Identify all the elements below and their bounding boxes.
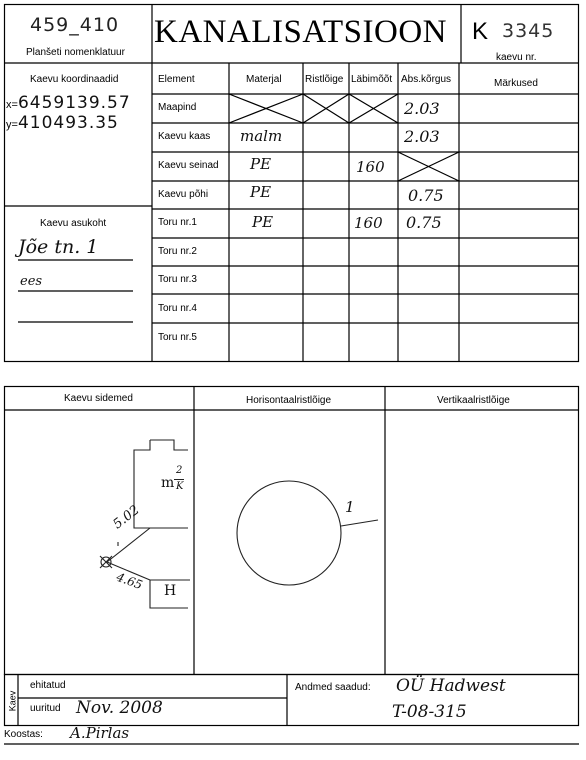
col-material: Materjal	[246, 74, 282, 85]
building-b-label: H	[164, 583, 177, 599]
location-line2: ees	[20, 274, 43, 289]
row-height: 0.75	[408, 186, 444, 205]
col-height: Abs.kõrgus	[401, 74, 452, 85]
surveyed-value: Nov. 2008	[76, 698, 163, 718]
row-height: 2.03	[404, 99, 440, 118]
sheet-number: 459_410	[30, 14, 120, 36]
well-prefix: K	[472, 18, 489, 45]
row-element: Toru nr.4	[158, 303, 197, 314]
data-value-1: OÜ Hadwest	[396, 676, 506, 696]
row-element: Toru nr.2	[158, 246, 197, 257]
section-ties: Kaevu sidemed	[64, 393, 133, 404]
row-diameter: 160	[356, 158, 385, 176]
built-label: ehitatud	[30, 680, 66, 691]
row-height: 2.03	[404, 127, 440, 146]
sheet-label: Planšeti nomenklatuur	[26, 47, 125, 58]
x-value: 6459139.57	[17, 93, 131, 113]
row-material: PE	[250, 155, 272, 173]
row-diameter: 160	[354, 214, 383, 232]
row-material: PE	[252, 213, 274, 231]
row-element: Maapind	[158, 102, 197, 113]
data-label: Andmed saadud:	[295, 682, 371, 693]
x-prefix: x=	[6, 99, 18, 111]
y-value: 410493.35	[17, 113, 119, 133]
compiled-label: Koostas:	[4, 729, 43, 740]
row-element: Kaevu seinad	[158, 160, 219, 171]
row-element: Toru nr.3	[158, 274, 197, 285]
kaev-label: Kaev	[7, 690, 18, 712]
surveyed-label: uuritud	[30, 703, 61, 714]
tie-distance-2: 4.65	[114, 569, 145, 593]
x-coordinate	[6, 93, 131, 113]
row-element: Kaevu kaas	[158, 131, 211, 142]
location-line1: Jõe tn. 1	[18, 236, 99, 258]
form-title: KANALISATSIOON	[154, 14, 447, 50]
row-material: malm	[240, 127, 283, 145]
coordinates-label: Kaevu koordinaadid	[30, 74, 119, 85]
building-a-frac-top: 2	[176, 465, 183, 476]
tie-distance-1: 5.02	[110, 502, 143, 533]
row-element: Toru nr.1	[158, 217, 197, 228]
row-element: Kaevu põhi	[158, 189, 209, 200]
well-label: kaevu nr.	[496, 52, 537, 63]
fraction-line	[174, 479, 184, 480]
col-cross: Ristlõige	[305, 74, 344, 85]
data-value-2: T-08-315	[392, 702, 467, 722]
section-vertical: Vertikaalristlõige	[437, 395, 510, 406]
col-notes: Märkused	[494, 78, 538, 89]
row-element: Toru nr.5	[158, 332, 197, 343]
compiled-value: A.Pirlas	[70, 724, 130, 742]
col-diameter: Läbimõõt	[351, 74, 393, 85]
col-element: Element	[158, 74, 195, 85]
building-a-frac-bottom: K	[176, 481, 184, 492]
location-label: Kaevu asukoht	[40, 218, 107, 229]
y-coordinate	[6, 113, 119, 133]
y-prefix: y=	[6, 119, 18, 131]
row-height: 0.75	[406, 213, 442, 232]
pipe-number: 1	[345, 498, 355, 516]
building-a-label: m	[161, 475, 175, 491]
section-horizontal: Horisontaalristlõige	[246, 395, 332, 406]
well-number: 3345	[502, 20, 555, 42]
row-material: PE	[250, 183, 272, 201]
